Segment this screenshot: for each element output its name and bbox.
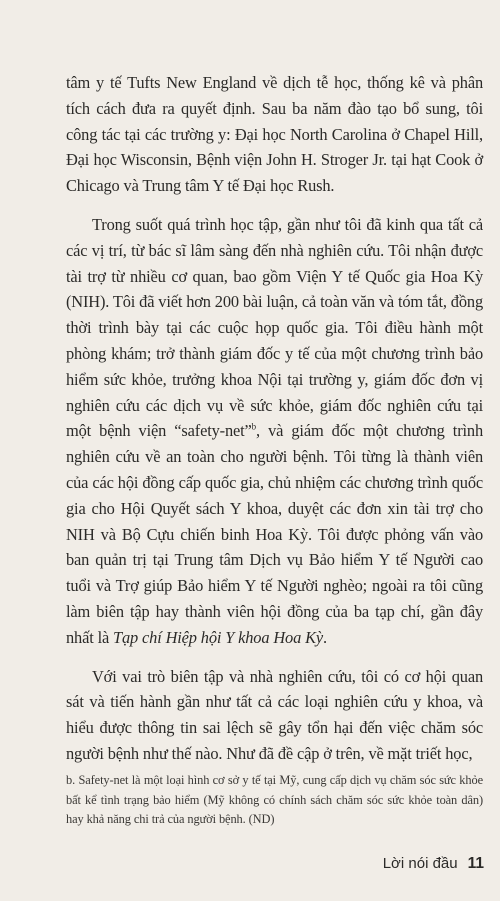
paragraph-2: [66, 212, 483, 651]
journal-title: Tạp chí Hiệp hội Y khoa Hoa Kỳ: [113, 627, 323, 647]
footnote-marker: b: [251, 421, 257, 432]
section-title: Lời nói đầu: [382, 855, 458, 872]
paragraph-2-end: .: [322, 627, 327, 647]
paragraph-3: Với vai trò biên tập và nhà nghiên cứu, tôi có cơ hội quan sát và tiến hành gần như tất cả các loại nghiên cứu y khoa, và hiểu được thông tin sai lệch sẽ gây tổn hại đến việc chăm sóc người bệnh như thế nào. Như đã đề cập ở trên, về mặt triết học,: [66, 666, 483, 763]
paragraph-2-rest: , và giám đốc một chương trình nghiên cứu về an toàn cho người bệnh. Tôi từng là thành viên của các hội đồng cấp quốc gia, chủ nhiệm các chương trình quốc gia cho Hội Quyết sách Y khoa, duyệt các đơn xin tài trợ cho NIH và Bộ Cựu chiến binh Hoa Kỳ. Tôi được phỏng vấn vào ban quản trị tại Trung tâm Dịch vụ Bảo hiểm Y tế Người cao tuổi và Trợ giúp Bảo hiểm Y tế Người nghèo; ngoài ra tôi cũng làm biên tập hay thành viên hội đồng của ba tạp chí, gần đây nhất là: [66, 421, 483, 647]
page-footer: [383, 855, 484, 873]
body-text: [66, 70, 483, 767]
paragraph-2-text: Trong suốt quá trình học tập, gần như tôi đã kinh qua tất cả các vị trí, từ bác sĩ lâm sàng đến nhà nghiên cứu. Tôi nhận được tài trợ từ nhiều cơ quan, bao gồm Viện Y tế Quốc gia Hoa Kỳ (NIH). Tôi đã viết hơn 200 bài luận, cả toàn văn và tóm tắt, đồng thời trình bày tại các cuộc họp quốc gia. Tôi điều hành một phòng khám; trở thành giám đốc y tế của một chương trình bảo hiểm sức khỏe, trưởng khoa Nội tại trường y, giám đốc đơn vị nghiên cứu các dịch vụ về sức khỏe, giám đốc nghiên cứu tại một bệnh viện “safety-net”: [66, 214, 483, 441]
page-number: 11: [467, 855, 484, 872]
footnote: b. Safety-net là một loại hình cơ sở y tế tại Mỹ, cung cấp dịch vụ chăm sóc sức khỏe bất kể tình trạng bảo hiểm (Mỹ không có chính sách chăm sóc sức khỏe toàn dân) hay khả năng chi trả của người bệnh. (ND): [66, 773, 483, 827]
paragraph-1: tâm y tế Tufts New England về dịch tễ học, thống kê và phân tích cách đưa ra quyết định. Sau ba năm đào tạo bổ sung, tôi công tác tại các trường y: Đại học North Carolina ở Chapel Hill, Đại học Wisconsin, Bệnh viện John H. Stroger Jr. tại hạt Cook ở Chicago và Trung tâm Y tế Đại học Rush.: [66, 73, 483, 196]
